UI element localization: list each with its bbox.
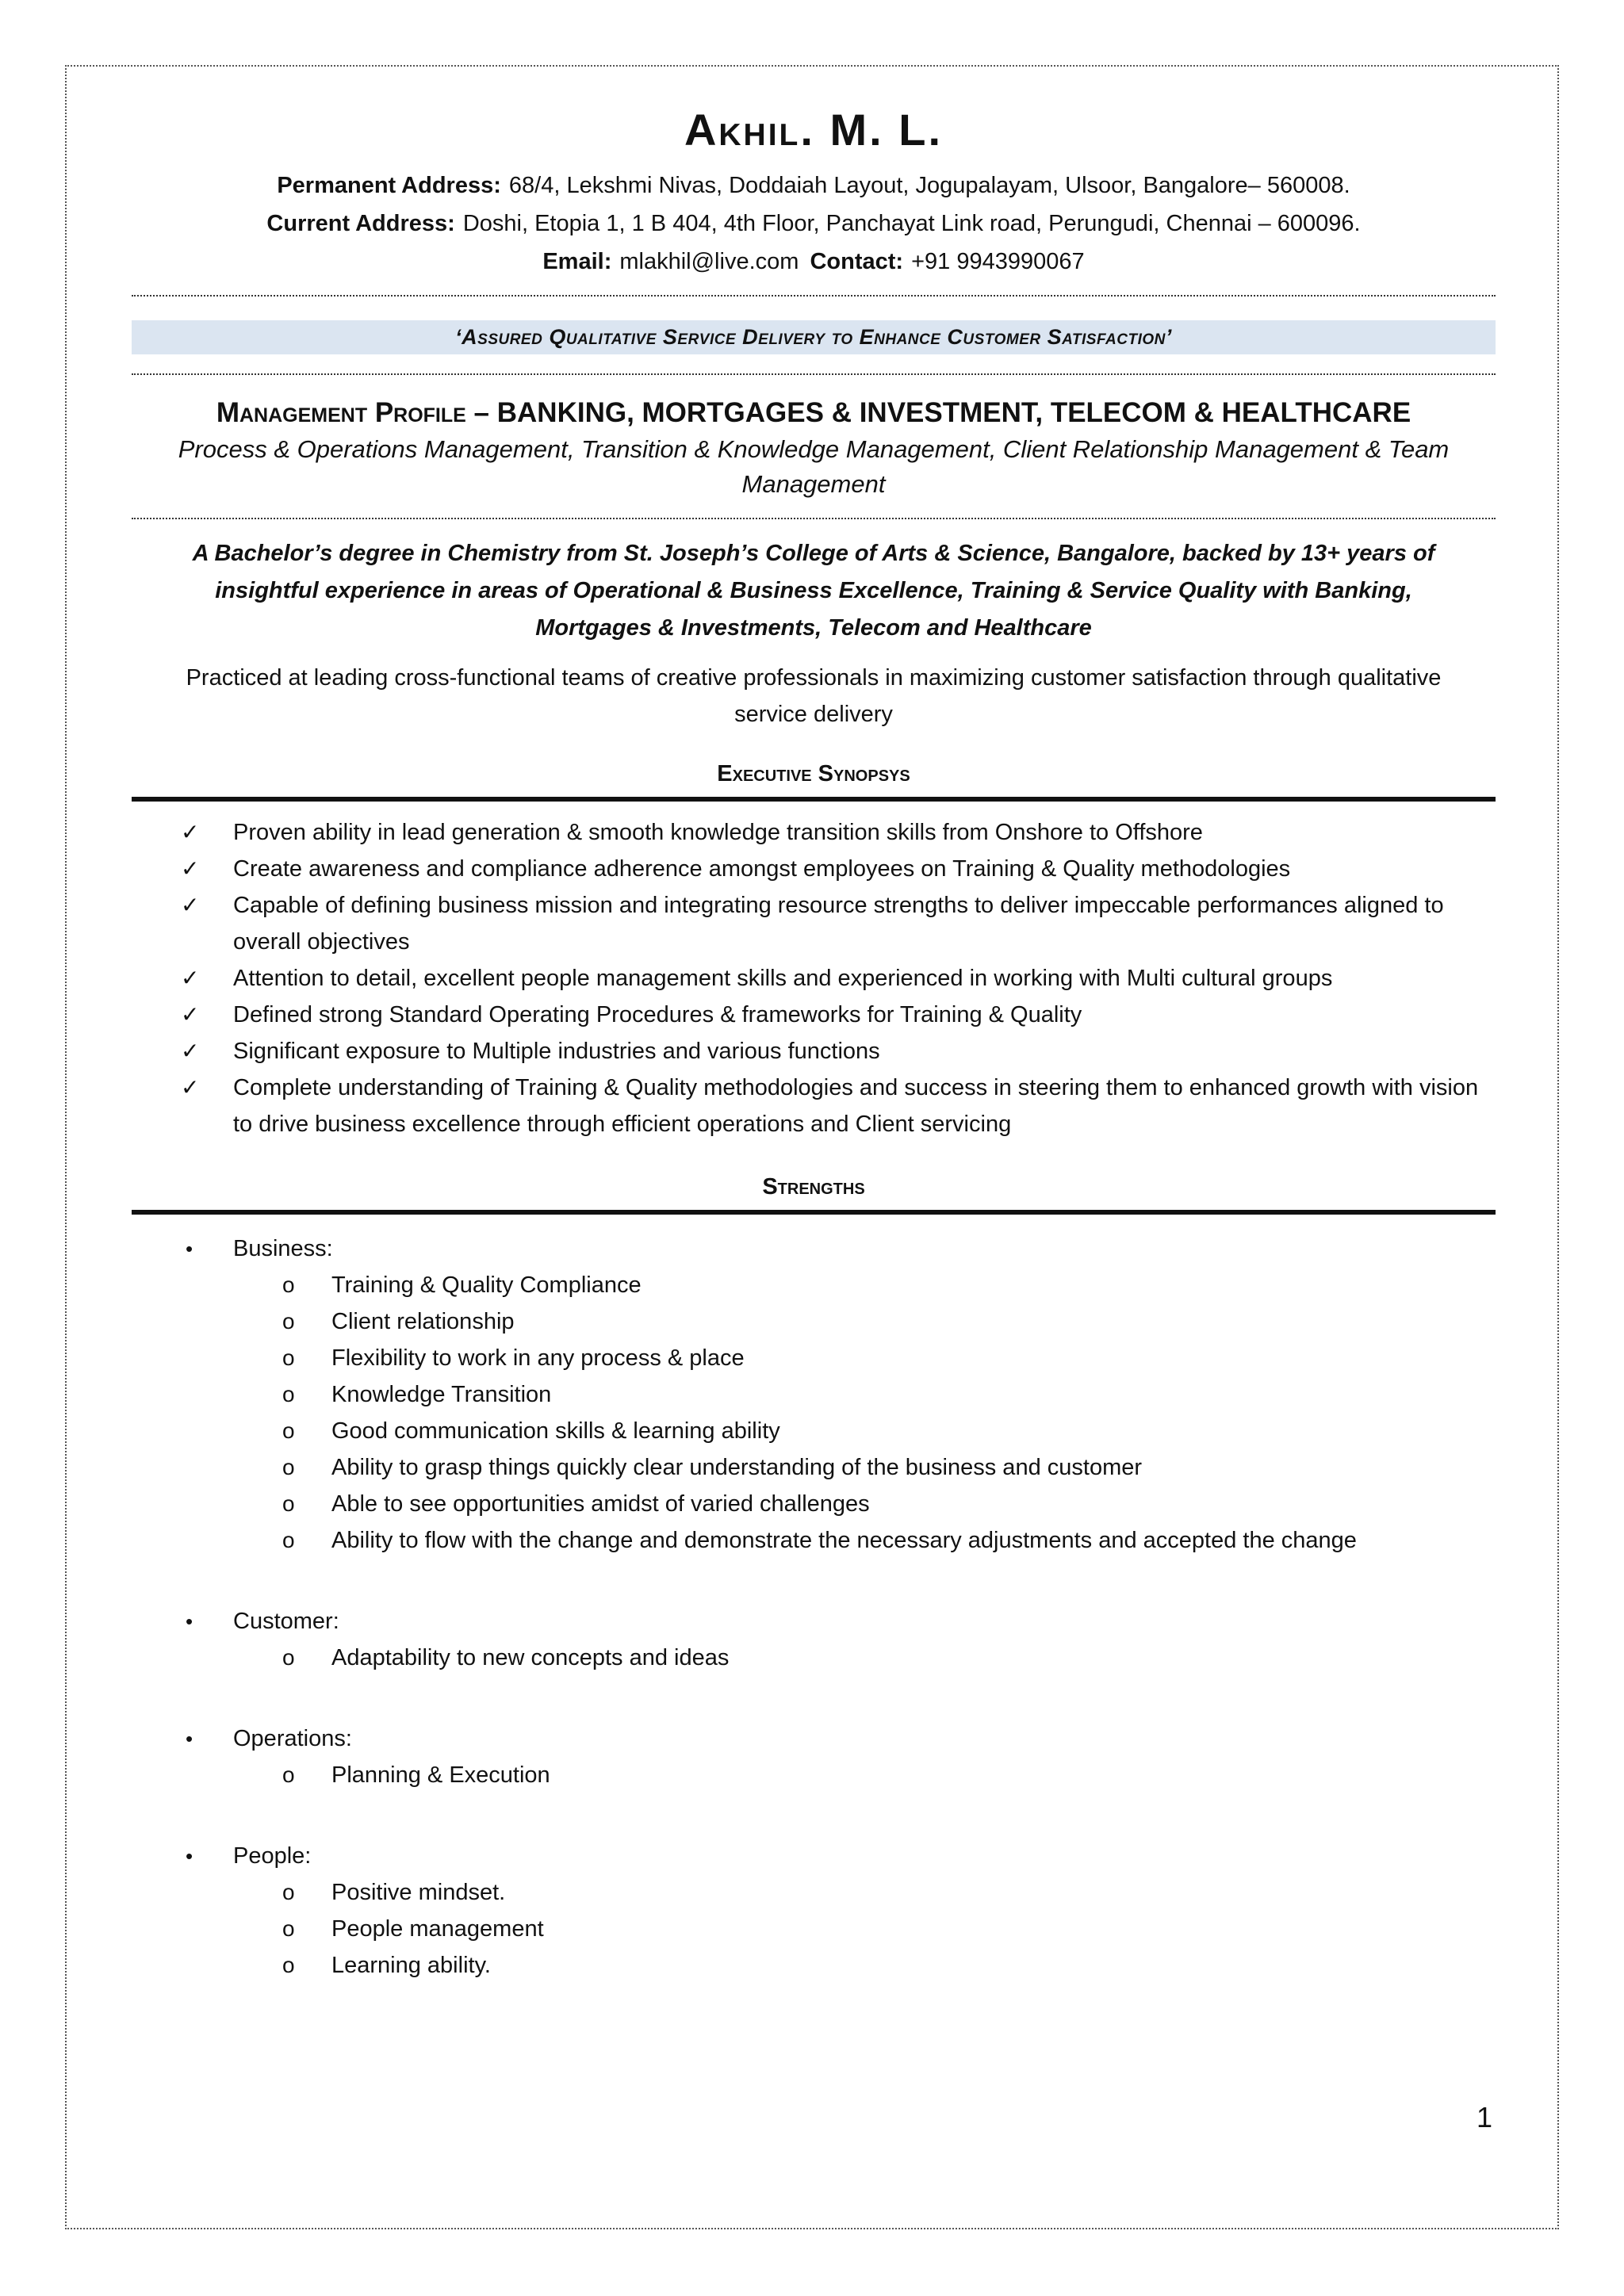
synopsis-item xyxy=(132,851,1496,887)
strength-item xyxy=(132,1303,1496,1340)
summary: A Bachelor’s degree in Chemistry from St. Joseph’s College of Arts & Science, Bangalore, backed by 13+ years of insightful experience in areas of Operational & Business Excellence, Training & Service Quality with Banking, Mortgages & Investments, Telecom and Healthcare xyxy=(192,541,1435,641)
business-items xyxy=(132,1267,1496,1559)
strength-group-customer xyxy=(132,1603,1496,1676)
synopsis-item xyxy=(132,887,1496,960)
profile-title xyxy=(132,394,1496,432)
divider xyxy=(132,373,1496,375)
strength-item xyxy=(132,1911,1496,1947)
strength-item-text: Able to see opportunities amidst of varied challenges xyxy=(331,1491,870,1517)
contact-value: +91 9943990067 xyxy=(911,249,1085,274)
check-icon: ✓ xyxy=(181,1002,200,1027)
strength-item-text: Ability to grasp things quickly clear understanding of the business and customer xyxy=(331,1455,1143,1480)
circle-bullet-icon: o xyxy=(282,1382,295,1406)
permanent-address xyxy=(132,166,1496,205)
strength-item xyxy=(132,1267,1496,1303)
circle-bullet-icon: o xyxy=(282,1345,295,1370)
synopsis-item-text: Proven ability in lead generation & smooth knowledge transition skills from Onshore to Offshore xyxy=(233,820,1203,845)
synopsis-item-text: Significant exposure to Multiple industries and various functions xyxy=(233,1039,880,1064)
strengths-heading: Strengths xyxy=(132,1174,1496,1215)
strength-item-text: Good communication skills & learning ability xyxy=(331,1418,780,1444)
strength-item xyxy=(132,1640,1496,1676)
page-number: 1 xyxy=(1476,2101,1492,2133)
group-label xyxy=(132,1838,1496,1874)
group-label xyxy=(132,1720,1496,1757)
bullet-icon: • xyxy=(186,1237,193,1261)
synopsis-item xyxy=(132,1070,1496,1142)
current-address-value: Doshi, Etopia 1, 1 B 404, 4th Floor, Panchayat Link road, Perungudi, Chennai – 600096. xyxy=(462,211,1361,236)
synopsis-item xyxy=(132,1033,1496,1070)
customer-items xyxy=(132,1640,1496,1676)
circle-bullet-icon: o xyxy=(282,1418,295,1443)
synopsis-item-text: Create awareness and compliance adherence amongst employees on Training & Quality methodologies xyxy=(233,856,1291,882)
strength-group-business xyxy=(132,1230,1496,1559)
divider xyxy=(132,518,1496,519)
strength-item-text: Knowledge Transition xyxy=(331,1382,552,1407)
people-items xyxy=(132,1874,1496,1984)
bullet-icon: • xyxy=(186,1609,193,1633)
check-icon: ✓ xyxy=(181,893,200,917)
strength-item xyxy=(132,1413,1496,1449)
strength-item xyxy=(132,1874,1496,1911)
current-address-label: Current Address: xyxy=(266,211,455,236)
circle-bullet-icon: o xyxy=(282,1916,295,1941)
strength-item-text: Adaptability to new concepts and ideas xyxy=(331,1645,730,1670)
synopsis-item-text: Defined strong Standard Operating Procedures & frameworks for Training & Quality xyxy=(233,1002,1082,1027)
executive-synopsis-heading: Executive Synopsys xyxy=(132,761,1496,802)
group-label-text: Business: xyxy=(233,1236,333,1261)
strength-group-operations xyxy=(132,1720,1496,1793)
strength-item-text: Flexibility to work in any process & place xyxy=(331,1345,745,1371)
check-icon: ✓ xyxy=(181,856,200,881)
synopsis-item-text: Attention to detail, excellent people management skills and experienced in working with Multi cultural groups xyxy=(233,966,1333,991)
synopsis-item xyxy=(132,814,1496,851)
circle-bullet-icon: o xyxy=(282,1880,295,1904)
resume-page xyxy=(132,95,1496,1984)
operations-items xyxy=(132,1757,1496,1793)
group-label xyxy=(132,1230,1496,1267)
circle-bullet-icon: o xyxy=(282,1455,295,1479)
strength-item xyxy=(132,1757,1496,1793)
strength-item xyxy=(132,1340,1496,1376)
tagline: ‘Assured Qualitative Service Delivery to Enhance Customer Satisfaction’ xyxy=(132,320,1496,354)
contact-line xyxy=(132,243,1496,281)
profile-title-prefix: Management Profile xyxy=(216,397,466,428)
strength-group-people xyxy=(132,1838,1496,1984)
strength-item-text: Planning & Execution xyxy=(331,1762,550,1788)
contact-label: Contact: xyxy=(810,249,904,274)
group-label-text: Operations: xyxy=(233,1726,352,1751)
divider xyxy=(132,295,1496,297)
strength-item-text: Positive mindset. xyxy=(331,1880,506,1905)
email-value: mlakhil@live.com xyxy=(619,249,799,274)
check-icon: ✓ xyxy=(181,820,200,844)
strength-item-text: Learning ability. xyxy=(331,1953,491,1978)
circle-bullet-icon: o xyxy=(282,1953,295,1977)
synopsis-item-text: Capable of defining business mission and integrating resource strengths to deliver impeccable performances aligned to overall objectives xyxy=(233,893,1444,955)
circle-bullet-icon: o xyxy=(282,1309,295,1334)
synopsis-list xyxy=(132,814,1496,1142)
strength-item xyxy=(132,1376,1496,1413)
strength-item-text: Ability to flow with the change and demonstrate the necessary adjustments and accepted the change xyxy=(331,1528,1357,1553)
check-icon: ✓ xyxy=(181,966,200,990)
circle-bullet-icon: o xyxy=(282,1491,295,1516)
strength-item-text: Training & Quality Compliance xyxy=(331,1272,642,1298)
circle-bullet-icon: o xyxy=(282,1762,295,1787)
circle-bullet-icon: o xyxy=(282,1645,295,1670)
strength-item xyxy=(132,1449,1496,1486)
group-label-text: Customer: xyxy=(233,1609,339,1634)
strength-item-text: People management xyxy=(331,1916,544,1942)
group-label xyxy=(132,1603,1496,1640)
strength-item-text: Client relationship xyxy=(331,1309,515,1334)
strength-item xyxy=(132,1522,1496,1559)
profile-title-rest: – BANKING, MORTGAGES & INVESTMENT, TELECOM & HEALTHCARE xyxy=(465,397,1411,428)
candidate-name: Akhil. M. L. xyxy=(684,105,944,155)
synopsis-item xyxy=(132,960,1496,997)
group-label-text: People: xyxy=(233,1843,312,1869)
email-label: Email: xyxy=(542,249,612,274)
strength-item xyxy=(132,1947,1496,1984)
practiced-statement: Practiced at leading cross-functional teams of creative professionals in maximizing customer satisfaction through qualitative service delivery xyxy=(186,665,1442,727)
synopsis-item-text: Complete understanding of Training & Quality methodologies and success in steering them to enhanced growth with vision to drive business excellence through efficient operations and Client servicing xyxy=(233,1075,1479,1137)
bullet-icon: • xyxy=(186,1844,193,1868)
circle-bullet-icon: o xyxy=(282,1272,295,1297)
circle-bullet-icon: o xyxy=(282,1528,295,1552)
permanent-address-value: 68/4, Lekshmi Nivas, Doddaiah Layout, Jogupalayam, Ulsoor, Bangalore– 560008. xyxy=(508,173,1350,198)
synopsis-item xyxy=(132,997,1496,1033)
bullet-icon: • xyxy=(186,1727,193,1751)
strength-item xyxy=(132,1486,1496,1522)
current-address xyxy=(132,205,1496,243)
check-icon: ✓ xyxy=(181,1039,200,1063)
permanent-address-label: Permanent Address: xyxy=(277,173,501,198)
profile-subtitle: Process & Operations Management, Transition & Knowledge Management, Client Relationship Management & Team Management xyxy=(178,435,1450,498)
check-icon: ✓ xyxy=(181,1075,200,1100)
